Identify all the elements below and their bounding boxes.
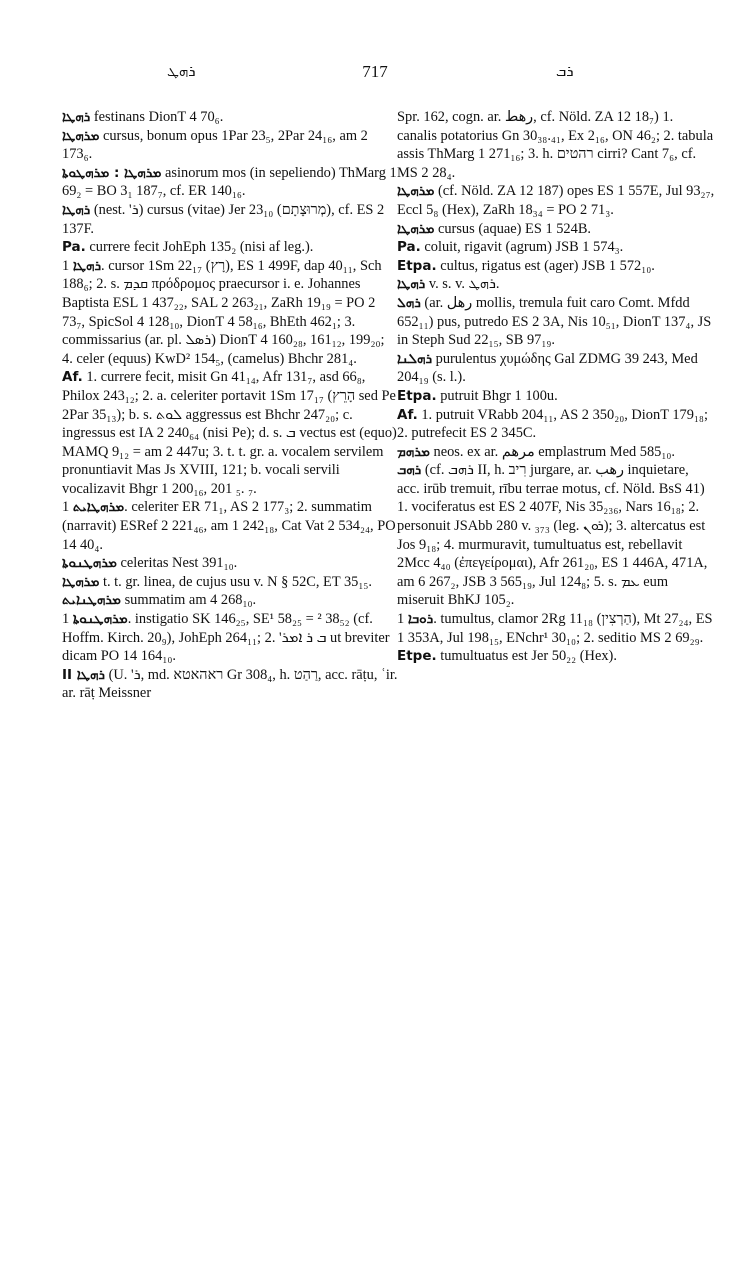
entry-headword: ܪܗܛܐ [62,109,91,125]
dictionary-entry [62,666,398,703]
entry-headword: ܡܪܗܛܢܘܬܐ [62,555,117,572]
dictionary-entry [397,387,715,406]
page-number: 717 [362,62,388,81]
dictionary-entry [62,127,398,164]
entry-headword: ܪܗܒ [397,462,422,479]
dictionary-entry [397,294,715,350]
entry-headword: II ܪܗܛܐ [62,666,105,683]
entry-headword: ܡܪܗܛܐ [397,183,435,200]
entry-headword: ܪܗܠܢܐ [397,350,433,367]
entry-headword: ܪܗܛܐ [397,276,426,293]
dictionary-entry [397,257,715,276]
entry-text: 1. putruit VRabb 204₁₁, AS 2 350₂₀, DionT 179₁₈; 2. putrefecit ES 2 345C. [397,406,708,442]
entry-headword: ܡܪܗܛܐ [62,127,100,144]
right-column [397,108,715,666]
entry-headword: ܪܗܛܐ [72,257,102,274]
running-head-right: ܪܒ [556,62,574,80]
entry-headword: Af. [62,369,83,386]
dictionary-entry [397,238,715,257]
entry-text: (ar. رهل mollis, tremula fuit caro Comt. Mfdd 652₁₁) pus, putredo ES 2 3A, Nis 10₅₁, DionT 137₄, JS in Steph Sud 22₁₅, SB 97₁₉. [397,294,712,349]
entry-text: 1. currere fecit, misit Gn 41₁₄, Afr 131₇, asd 66₈, Philox 243₁₂; 2. a. celeriter portavit 1Sm 17₁₇ (הָרֵץ sed Pe 2Par 35₁₃); b. s. ܠܘܬ aggressus est Bhchr 247₂₀; c. ingressus est IA 2 240₆₄ (nisi Pe); d. s. ܒ vectus est (equo) MAMQ 9₁₂ = am 2 447u; 3. t. t. gr. a. vocalem servilem pronuntiavit Mas Js XVIII, 121; b. vocali servili vocalizavit Bhgr 1 200₁₆, 201 ₅. ₇. [62,369,397,497]
entry-text: (cf. ܪܗܒ II, h. רִיב jurgare, ar. رهب inquietare, acc. irūb tremuit, rību terrae motus, cf. Nöld. BsS 41) 1. vociferatus est ES 2 407F, Nis 35₂₃₆, Nars 16₁₈; 2. personuit JSAbb 280 v. ₃₇₃ (leg. ܪܘܢ); 3. altercatus est Jos 9₁₈; 4. murmuravit, tumultuatus est, rebellavit 2Mcc 4₄₀ (ἐπεγείρομαι), Afr 261₂₀, ES 1 446A, 471A, am 6 267₂, JSB 3 565₁₉, Jul 124₈; 5. s. ܥܡ eum miseruit BhKJ 105₂. [397,462,708,609]
entry-headword: ܡܪܗܡ [397,443,430,460]
entry-text: cursus, bonum opus 1Par 23₅, 2Par 24₁₆, am 2 173₆. [62,127,368,163]
entry-text: cursus (aquae) ES 1 524B. [437,220,592,237]
entry-headword: Pa. [397,239,421,256]
entry-text: summatim am 4 268₁₀. [124,592,257,609]
entry-text: asinorum mos (in sepeliendo) ThMarg 1 69₂ = BO 3₁ 187₇, cf. ER 140₁₆. [62,164,397,200]
dictionary-entry [397,647,715,666]
entry-text: v. s. v. ܪܗܛ. [428,276,500,293]
entry-text: putruit Bhgr 1 100u. [440,387,558,404]
dictionary-entry [397,350,715,387]
dictionary-entry [62,108,398,127]
entry-headword: ܡܪܗܛܢܘܬܐ [72,611,128,628]
entry-text: tumultuatus est Jer 50₂₂ (Hex). [440,648,617,665]
entry-text: coluit, rigavit (agrum) JSB 1 574₃. [424,239,624,256]
entry-text: purulentus χυμώδης Gal ZDMG 39 243, Med 204₁₉ (s. l.). [397,350,698,386]
entry-headword: Etpa. [397,387,437,404]
dictionary-entry [397,275,715,294]
entry-headword: Etpe. [397,648,437,665]
entry-headword: Etpa. [397,257,437,274]
entry-headword: ܡܪܗܛܐܝܬ [72,499,125,516]
entry-headword: ܪܘܒܐ [407,611,434,628]
entry-text: Spr. 162, cogn. ar. رهط, cf. Nöld. ZA 12 18₇) 1. canalis potatorius Gn 30₃₈.₄₁, Ex 2₁₆, ON 46₂; 2. tabula assis ThMarg 1 271₁₆; 3. h. רהטים cirri? Cant 7₆, cf. MS 2 28₄. [397,109,714,181]
entry-text: 1. celeriter ER 71₁, AS 2 177₃; 2. summatim (narravit) ESRef 2 221₄₆, am 1 242₁₈, Cat Vat 2 534₂₄, PO 14 40₄. [62,499,396,553]
entry-text: 1. cursor 1Sm 22₁₇ (רָץ), ES 1 499F, dap 40₁₁, Sch 188₆; 2. s. ܩܕܡ πρόδρομος praecursor i. e. Johannes Baptista ESL 1 437₂₂, SAL 2 263₂₁, ZaRh 19₁₉ = PO 2 73₇, SpicSol 4 128₁₀, DionT 4 58₁₆, BhEth 462₁; 3. commissarius (ar. pl. ܪܣܠ) DionT 4 160₂₈, 161₁₂, 199₂₀; 4. celer (equus) KwD² 154₅, (camelus) Bhchr 281₄. [62,257,385,367]
dictionary-entry [62,257,398,369]
dictionary-entry [397,220,715,239]
page-header [0,62,750,88]
entry-headword: ܡܪܗܛܢܐܝܬ [62,592,121,609]
entry-headword: ܡܪܗܛܐ [397,220,435,237]
dictionary-entry [62,554,398,573]
dictionary-entry [397,461,715,610]
entry-text: cultus, rigatus est (ager) JSB 1 572₁₀. [440,257,655,274]
dictionary-entry [397,406,715,443]
dictionary-entry [397,108,715,182]
entry-headword: ܡܪܗܛܐ [62,573,100,590]
entry-headword: Pa. [62,239,86,256]
entry-text: (cf. Nöld. ZA 12 187) opes ES 1 557E, Jul 93₂₇, Eccl 5₈ (Hex), ZaRh 18₃₄ = PO 2 71₃. [397,183,715,218]
entry-text: (U. 'ܪ, md. ראהאטא Gr 308₄, h. רַהַט, acc. rāṭu, ʿir. ar. rāṭ Meissner [62,666,398,702]
running-head-left: ܪܗܛ [167,62,196,80]
dictionary-entry [62,201,398,238]
dictionary-entry [62,238,398,257]
entry-text: festinans DionT 4 70₆. [93,109,224,125]
entry-text: currere fecit JohEph 135₂ (nisi af leg.). [89,239,314,256]
entry-text: celeritas Nest 391₁₀. [120,555,238,572]
dictionary-entry [62,573,398,592]
entry-text: 1. instigatio SK 146₂₅, SE¹ 58₂₅ = ² 38₅₂ (cf. Hoffm. Kirch. 20₉), JohEph 264₁₁; 2. 'ܒ ܪ ܐܡܪ ut breviter dicam PO 14 164₁₀. [62,611,390,665]
dictionary-entry [62,368,398,498]
dictionary-entry [62,498,398,554]
dictionary-entry [397,610,715,647]
dictionary-entry [397,443,715,462]
dictionary-entry [62,164,398,201]
entry-headword: ܪܗܛܐ [62,201,91,218]
entry-headword: Af. [397,406,418,423]
dictionary-entry [62,591,398,610]
entry-text: (nest. 'ܪ) cursus (vitae) Jer 23₁₀ (מְרוּצָתָם), cf. ES 2 137F. [62,201,385,237]
entry-text: neos. ex ar. مرهم emplastrum Med 585₁₀. [433,443,676,460]
entry-headword: ܡܪܗܛܐ : ܡܪܗܛܘܬܐ [62,164,162,181]
dictionary-entry [397,182,715,219]
entry-text: t. t. gr. linea, de cujus usu v. N § 52C, ET 35₁₅. [102,573,372,590]
dictionary-entry [62,610,398,666]
entry-headword: ܪܗܠ [397,294,421,311]
entry-text: 1. tumultus, clamor 2Rg 11₁₈ (הַרְצִין), Mt 27₂₄, ES 1 353A, Jul 198₁₅, ENchr¹ 30₁₀; 2. seditio MS 2 69₂₉. [397,611,713,646]
left-column [62,108,398,703]
